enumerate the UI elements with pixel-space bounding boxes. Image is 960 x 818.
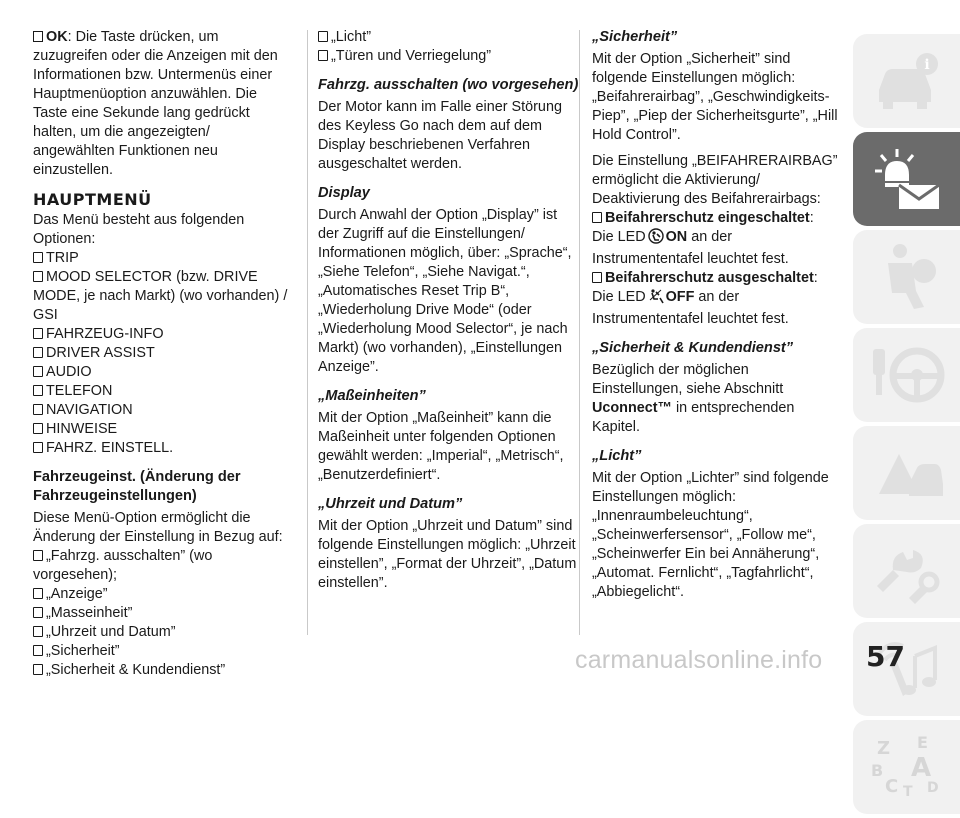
list-item: „Sicherheit & Kundendienst” — [33, 661, 295, 680]
index-letter: D — [926, 780, 939, 796]
bullet-box-icon — [33, 588, 43, 599]
time-date-text: Mit der Option „Uhrzeit und Datum” sind folgende Einstellungen möglich: „Uhrzeit einstellen”, „Format der Uhrzeit”, „Datum einstellen”. — [318, 518, 577, 591]
index-letter: B — [870, 761, 883, 780]
display-heading: Display — [318, 185, 370, 201]
index-letter: A — [910, 753, 931, 783]
airbag-text: Die Einstellung „BEIFAHRERAIRBAG” ermöglicht die Aktivierung/ Deaktivierung des Beifahrerairbags: — [592, 153, 838, 207]
list-item: „Masseinheit” — [33, 604, 295, 623]
breakdown-icon — [869, 440, 945, 506]
bullet-box-icon — [33, 645, 43, 656]
list-item: MOOD SELECTOR (bzw. DRIVE MODE, je nach Markt) (wo vorhanden) / GSI — [33, 269, 288, 323]
bullet-box-icon — [592, 272, 602, 283]
bullet-box-icon — [33, 404, 43, 415]
time-date-heading: „Uhrzeit und Datum” — [318, 496, 463, 512]
safety-icon — [876, 241, 938, 313]
settings-heading: Fahrzeugeinst. (Änderung der Fahrzeugeinstellungen) — [33, 469, 241, 504]
list-item: Beifahrerschutz eingeschaltet: — [592, 209, 842, 228]
settings-list — [33, 547, 295, 680]
bullet-box-icon — [592, 212, 602, 223]
menu-list — [33, 249, 295, 458]
bullet-box-icon — [33, 271, 43, 282]
switch-off-heading: Fahrzg. ausschalten (wo vorgesehen) — [318, 77, 579, 93]
steering-wheel-icon — [867, 343, 947, 407]
list-item: „Fahrzg. ausschalten” (wo vorgesehen); — [33, 548, 213, 583]
column-right — [592, 28, 842, 609]
bullet-box-icon — [33, 328, 43, 339]
tab-warning-lights[interactable] — [853, 132, 960, 226]
ok-text: : Die Taste drücken, um zuzugreifen oder die Anzeigen mit den Informationen bzw. Untermenüs einer Hauptmenüoption anzuwählen. Die Taste eine Sekunde lang gedrückt halten, um die angezeigten/ angewählten Funktionen neu einzustellen. — [33, 29, 278, 178]
airbag-on-led-icon — [648, 228, 664, 250]
index-letter: Z — [876, 738, 890, 759]
column-divider — [307, 30, 308, 635]
column-middle — [318, 28, 580, 600]
list-item: HINWEISE — [33, 420, 295, 439]
list-item: TELEFON — [33, 382, 295, 401]
index-icon — [867, 732, 947, 802]
index-letter: T — [902, 784, 913, 800]
bullet-box-icon — [33, 385, 43, 396]
ok-paragraph — [33, 28, 295, 180]
service-icon — [869, 536, 945, 606]
tab-starting-driving[interactable] — [853, 328, 960, 422]
bullet-box-icon — [33, 607, 43, 618]
list-item: „Uhrzeit und Datum” — [33, 623, 295, 642]
column-left — [33, 28, 295, 680]
bullet-box-icon — [33, 423, 43, 434]
safety-text: Mit der Option „Sicherheit” sind folgende Einstellungen möglich: „Beifahrerairbag”, „Geschwindigkeits-Piep”, „Piep der Sicherheitsgurte”, „Hill Hold Control”. — [592, 51, 838, 143]
tab-car-info[interactable] — [853, 34, 960, 128]
bullet-box-icon — [33, 626, 43, 637]
bullet-box-icon — [318, 31, 328, 42]
service-heading: „Sicherheit & Kundendienst” — [592, 340, 794, 356]
list-item: NAVIGATION — [33, 401, 295, 420]
safety-heading: „Sicherheit” — [592, 29, 678, 45]
bullet-box-icon — [318, 50, 328, 61]
main-menu-heading: HAUPTMENÜ — [33, 190, 152, 209]
light-heading: „Licht” — [592, 448, 642, 464]
list-item: AUDIO — [33, 363, 295, 382]
bullet-box-icon — [33, 347, 43, 358]
watermark: carmanualsonline.info — [575, 646, 823, 674]
chapter-tab-strip — [853, 34, 960, 818]
column-divider — [579, 30, 580, 635]
bullet-box-icon — [33, 442, 43, 453]
list-item: TRIP — [33, 249, 295, 268]
svg-text:i: i — [923, 57, 930, 73]
tab-service[interactable] — [853, 524, 960, 618]
page-number: 57 — [866, 640, 905, 673]
list-item: FAHRZEUG-INFO — [33, 325, 295, 344]
settings-text: Diese Menü-Option ermöglicht die Änderung der Einstellung in Bezug auf: — [33, 510, 283, 545]
tab-emergency[interactable] — [853, 426, 960, 520]
airbag-off-led-icon — [648, 288, 664, 310]
list-item: Beifahrerschutz ausgeschaltet: — [592, 269, 842, 288]
led-off-text: Die LED OFF an der Instrumententafel leuchtet fest. — [592, 289, 789, 327]
led-on-text: Die LED ON an der Instrumententafel leuchtet fest. — [592, 229, 789, 267]
bullet-box-icon — [33, 31, 43, 42]
bullet-box-icon — [33, 550, 43, 561]
service-text: Bezüglich der möglichen Einstellungen, siehe Abschnitt Uconnect™ in entsprechenden Kapitel. — [592, 362, 795, 435]
main-menu-intro: Das Menü besteht aus folgenden Optionen: — [33, 212, 245, 247]
list-item: „Anzeige” — [33, 585, 295, 604]
ok-label: OK — [46, 29, 68, 45]
bullet-box-icon — [33, 664, 43, 675]
car-info-icon — [871, 50, 943, 112]
index-letter: C — [884, 776, 898, 797]
light-text: Mit der Option „Lichter” sind folgende Einstellungen möglich: „Innenraumbeleuchtung“, „Scheinwerfersensor“, „Follow me“, „Scheinwerfer Ein bei Annäherung“, „Automat. Fernlicht“, „Tagfahrlicht“, „Abbiegelicht“. — [592, 470, 829, 600]
list-item: „Sicherheit” — [33, 642, 295, 661]
list-item: FAHRZ. EINSTELL. — [33, 439, 295, 458]
switch-off-text: Der Motor kann im Falle einer Störung des Keyless Go nach dem auf dem Display beschriebenen Verfahren ausgeschaltet werden. — [318, 99, 562, 172]
list-item: „Türen und Verriegelung” — [318, 47, 580, 66]
tab-index[interactable] — [853, 720, 960, 814]
tab-safety[interactable] — [853, 230, 960, 324]
bullet-box-icon — [33, 252, 43, 263]
units-heading: „Maßeinheiten” — [318, 388, 426, 404]
list-item: „Licht” — [318, 28, 580, 47]
units-text: Mit der Option „Maßeinheit” kann die Maßeinheit unter folgenden Optionen gewählt werden: „Imperial“, „Metrisch“, „Benutzerdefiniert“. — [318, 410, 564, 483]
display-text: Durch Anwahl der Option „Display” ist der Zugriff auf die Einstellungen/ Informationen möglich, über: „Sprache“, „Siehe Telefon“, „Siehe Navigat.“, „Automatisches Reset Trip B“, „Wiederholung Drive Mode“ (oder „Wiederholung Mood Selector“, je nach Markt) (wo vorhanden), „Einstellungen Anzeige”. — [318, 207, 572, 375]
warning-lights-icon — [869, 145, 945, 213]
bullet-box-icon — [33, 366, 43, 377]
index-letter: E — [916, 733, 928, 752]
list-item: DRIVER ASSIST — [33, 344, 295, 363]
